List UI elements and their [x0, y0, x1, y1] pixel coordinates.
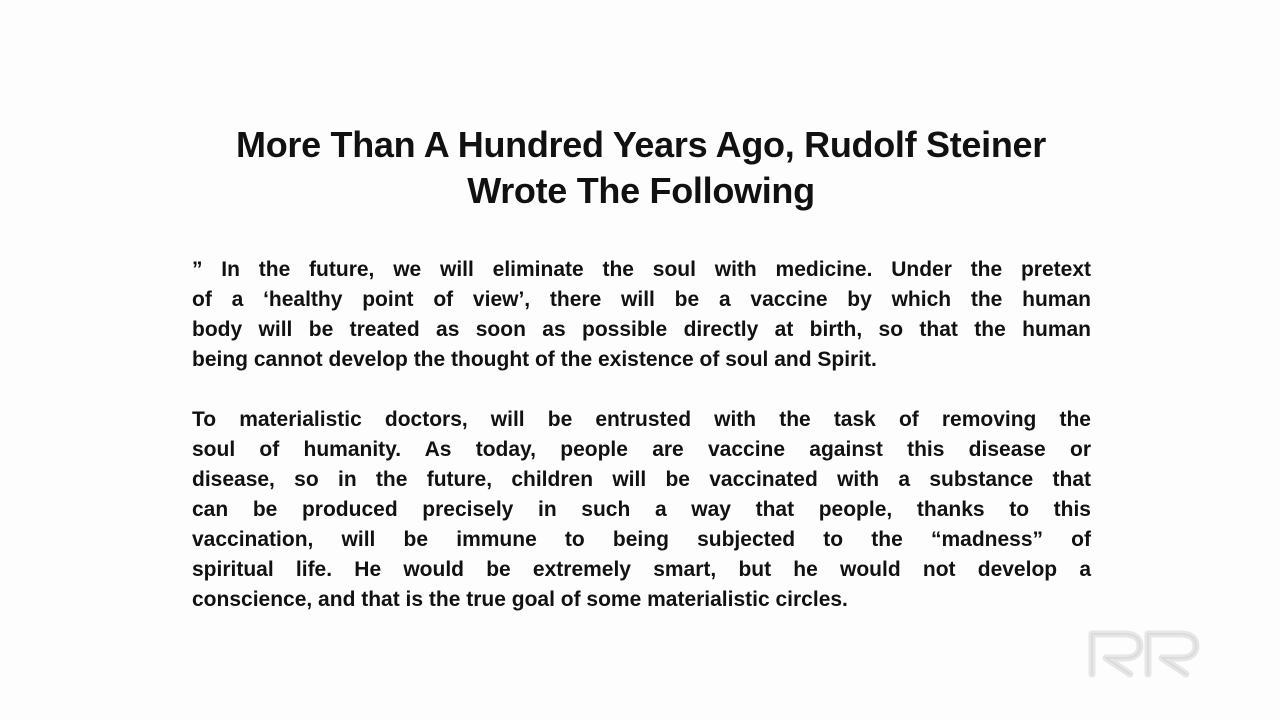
- quote-body: [192, 255, 1091, 615]
- quote-line: can be produced precisely in such a way that people, thanks to this: [192, 498, 1091, 521]
- title-line-1: More Than A Hundred Years Ago, Rudolf Steiner: [236, 124, 1046, 166]
- quote-line: conscience, and that is the true goal of some materialistic circles.: [192, 588, 848, 611]
- quote-line: spiritual life. He would be extremely smart, but he would not develop a: [192, 558, 1091, 581]
- quote-line: ” In the future, we will eliminate the soul with medicine. Under the pretext: [192, 258, 1091, 281]
- quote-line: vaccination, will be immune to being subjected to the “madness” of: [192, 528, 1091, 551]
- quote-paragraph-2: [192, 405, 1091, 615]
- quote-line: To materialistic doctors, will be entrusted with the task of removing the: [192, 408, 1091, 431]
- rr-logo-icon: [1086, 628, 1208, 678]
- title-line-2: Wrote The Following: [467, 170, 815, 212]
- quote-paragraph-1: [192, 255, 1091, 375]
- quote-line: of a ‘healthy point of view’, there will be a vaccine by which the human: [192, 288, 1091, 311]
- quote-line: soul of humanity. As today, people are vaccine against this disease or: [192, 438, 1091, 461]
- quote-line: body will be treated as soon as possible directly at birth, so that the human: [192, 318, 1091, 341]
- page-title: [190, 122, 1092, 214]
- quote-line: disease, so in the future, children will be vaccinated with a substance that: [192, 468, 1091, 491]
- quote-line: being cannot develop the thought of the existence of soul and Spirit.: [192, 348, 877, 371]
